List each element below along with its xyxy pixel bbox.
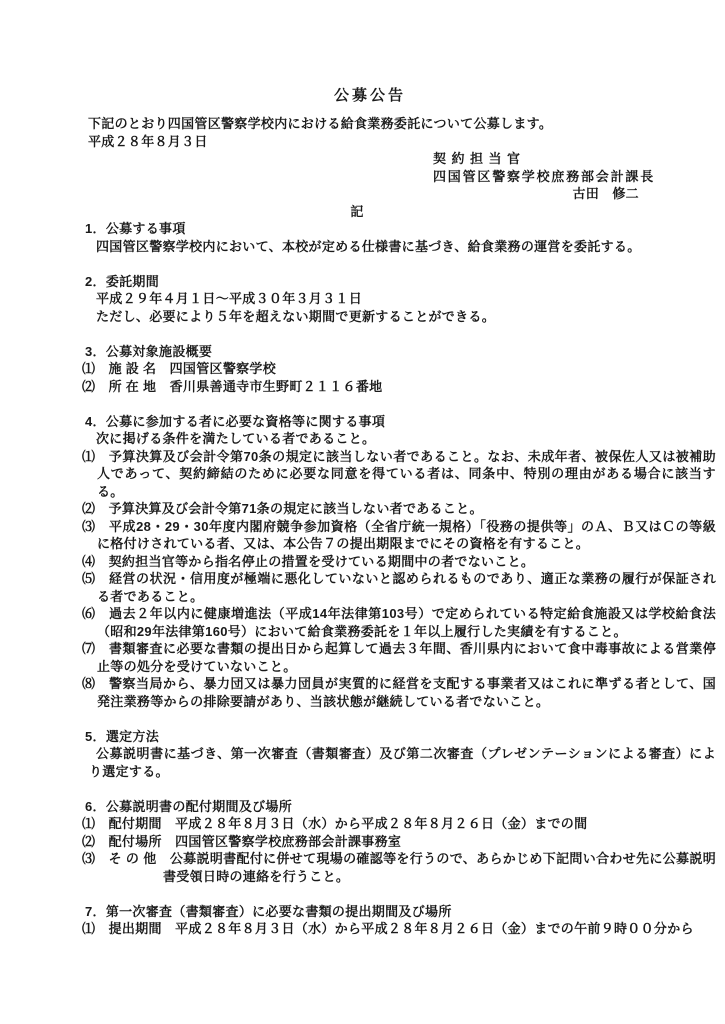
section-3	[82, 343, 716, 396]
list-item: ⑵ 予算決算及び会計令第71条の規定に該当しない者であること。	[82, 501, 483, 516]
section-1-paragraph: 四国管区警察学校内において、本校が定める仕様書に基づき、給食業務の運営を委託する。	[96, 238, 641, 254]
intro-line: 下記のとおり四国管区警察学校内における給食業務委託について公募します。	[88, 116, 553, 131]
section-2	[82, 273, 716, 326]
list-item: ⑺ 書類審査に必要な書類の提出日から起算して過去３年間、香川県内において食中毒事故による営業停止等の処分を受けていないこと。	[82, 641, 716, 674]
section-5	[82, 728, 716, 781]
section-3-heading: 3．公募対象施設概要	[85, 343, 213, 359]
list-item: ⑶ 平成28・29・30年度内閣府競争参加資格（全省庁統一規格）「役務の提供等」のＡ、Ｂ又はＣの等級に格付けされている者、又は、本公告７の提出期限までにその資格を有すること。	[82, 518, 716, 551]
section-2-heading: 2．委託期間	[85, 273, 160, 289]
signature-block	[433, 150, 663, 203]
list-item: ⑴ 予算決算及び会計令第70条の規定に該当しない者であること。なお、未成年者、被保佐人又は被補助人であって、契約締結のために必要な同意を得ている者は、同条中、特別の理由がある場合に該当する。	[82, 448, 716, 499]
section-1	[82, 220, 716, 255]
list-item: ⑴ 提出期間 平成２８年８月３日（水）から平成２８年８月２６日（金）までの午前９時００分から	[82, 921, 694, 936]
signer-role: 契約担当官	[433, 151, 526, 166]
section-6	[82, 798, 716, 886]
section-7	[82, 903, 716, 938]
list-item: ⑻ 警察当局から、暴力団又は暴力団員が実質的に経営を支配する事業者又はこれに準ずる者として、国発注業務等からの排除要請があり、当該状態が継続している者でないこと。	[82, 676, 716, 709]
signer-org: 四国管区警察学校庶務部会計課長	[433, 168, 656, 184]
list-item: ⑹ 過去２年以内に健康増進法（平成14年法律第103号）で定められている特定給食施設又は学校給食法（昭和29年法律第160号）において給食業務委託を１年以上履行した実績を有すること。	[82, 606, 716, 639]
list-item: ⑸ 経営の状況・信用度が極端に悪化していないと認められるものであり、適正な業務の履行が保証される者であること。	[82, 571, 716, 604]
list-item: ⑴ 施 設 名 四国管区警察学校	[82, 361, 277, 376]
section-2-paragraph: ただし、必要により５年を超えない期間で更新することができる。	[96, 308, 496, 324]
section-4	[82, 413, 716, 711]
signer-name: 古田 修二	[572, 186, 639, 201]
page-title: 公募公告	[333, 87, 406, 104]
list-item: ⑴ 配付期間 平成２８年８月３日（水）から平成２８年８月２６日（金）までの間	[82, 816, 588, 831]
list-item: ⑵ 配付場所 四国管区警察学校庶務部会計課事務室	[82, 833, 402, 849]
section-2-paragraph: 平成２９年４月１日～平成３０年３月３１日	[96, 291, 363, 306]
list-item: ⑶ そ の 他 公募説明書配付に併せて現場の確認等を行うので、あらかじめ下記問い合わせ先に公募説明書受領日時の連絡を行うこと。	[82, 851, 716, 884]
section-4-paragraph: 次に掲げる条件を満たしている者であること。	[96, 431, 376, 446]
section-1-heading: 1．公募する事項	[85, 221, 186, 236]
list-item: ⑵ 所 在 地 香川県善通寺市生野町２１１６番地	[82, 378, 383, 394]
record-mark: 記	[350, 203, 364, 219]
section-5-paragraph: 公募説明書に基づき、第一次審査（書類審査）及び第二次審査（プレゼンテーションによる審査）により選定する。	[89, 746, 716, 779]
section-6-heading: 6．公募説明書の配付期間及び場所	[85, 798, 293, 814]
date-line: 平成２８年８月３日	[88, 133, 208, 149]
list-item: ⑷ 契約担当官等から指名停止の措置を受けている期間中の者でないこと。	[82, 553, 535, 569]
section-5-heading: 5．選定方法	[85, 728, 160, 744]
section-4-heading: 4．公募に参加する者に必要な資格等に関する事項	[85, 413, 386, 429]
section-7-heading: 7．第一次審査（書類審査）に必要な書類の提出期間及び場所	[85, 903, 452, 919]
